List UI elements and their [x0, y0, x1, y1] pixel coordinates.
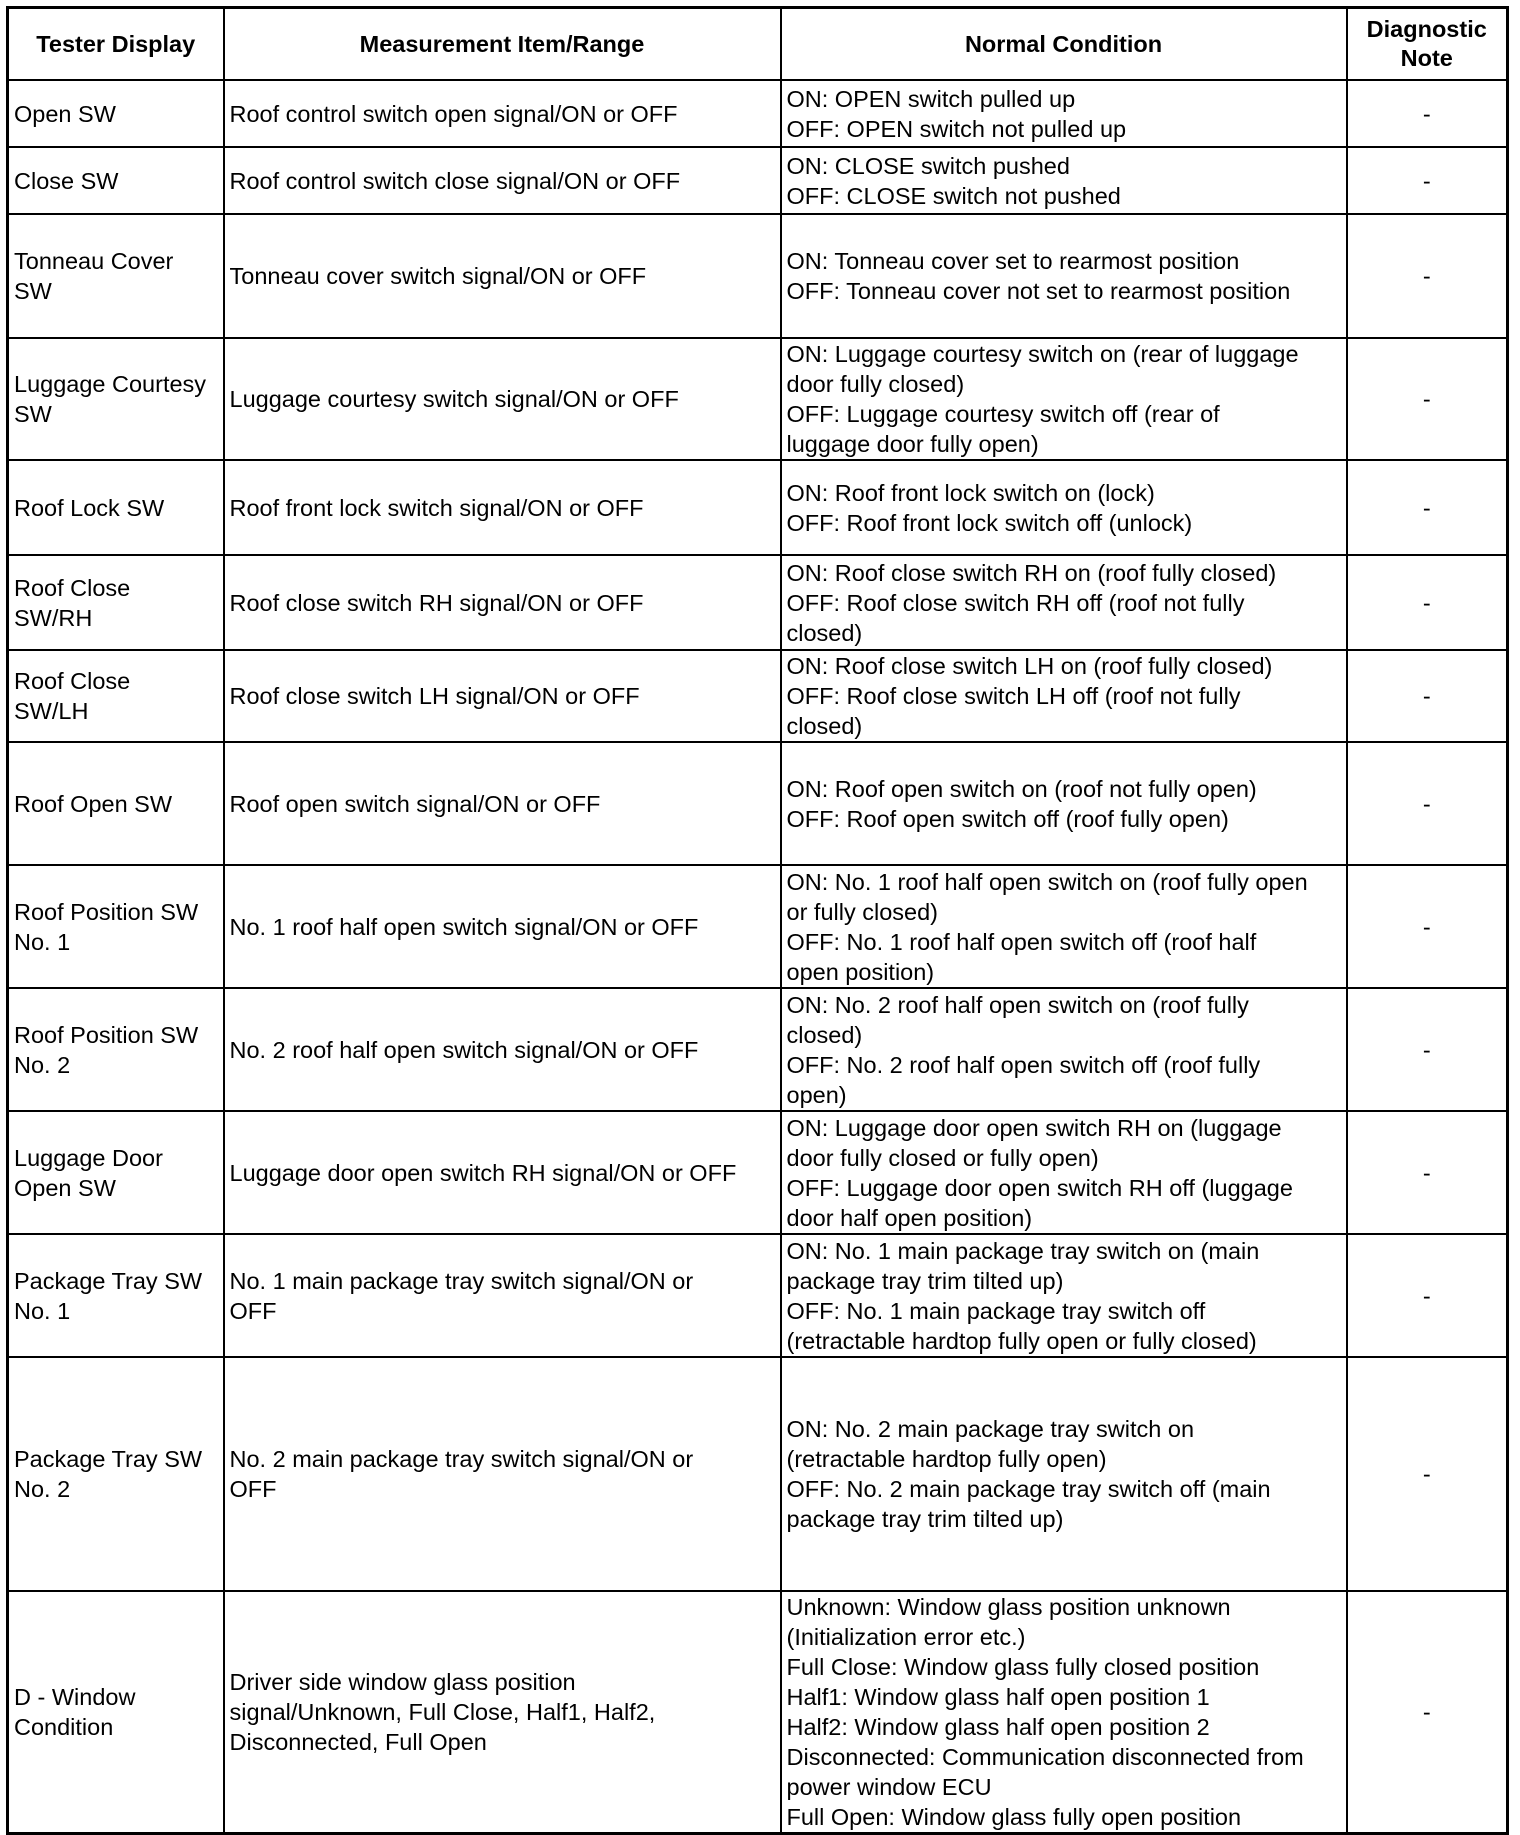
tester-display-cell: Roof Lock SW: [8, 460, 224, 555]
measurement-cell: Roof close switch LH signal/ON or OFF: [224, 650, 781, 742]
measurement-cell: Roof control switch close signal/ON or OFF: [224, 147, 781, 214]
table-body: [8, 80, 1508, 1834]
tester-display-cell: Tonneau Cover SW: [8, 214, 224, 338]
normal-condition-cell: ON: Roof open switch on (roof not fully open) OFF: Roof open switch off (roof fully open): [781, 742, 1347, 865]
normal-condition-cell: ON: Roof close switch LH on (roof fully closed) OFF: Roof close switch LH off (roof not fully closed): [781, 650, 1347, 742]
diagnostic-note-cell: -: [1347, 742, 1508, 865]
data-list-table: [6, 6, 1509, 1835]
table-row: [8, 214, 1508, 338]
table-row: [8, 742, 1508, 865]
table-row: [8, 555, 1508, 650]
normal-condition-cell: ON: Roof front lock switch on (lock) OFF: Roof front lock switch off (unlock): [781, 460, 1347, 555]
diagnostic-note-cell: -: [1347, 460, 1508, 555]
normal-condition-cell: Unknown: Window glass position unknown (Initialization error etc.) Full Close: Window glass fully closed position Half1: Window glass half open position 1 Half2: Window glass half open position 2 Disconnected: Communication disconnected from power window ECU Full Open: Window glass fully open position: [781, 1591, 1347, 1834]
measurement-cell: No. 1 main package tray switch signal/ON or OFF: [224, 1234, 781, 1357]
table-header: [8, 8, 1508, 81]
tester-display-cell: Luggage Door Open SW: [8, 1111, 224, 1234]
table-row: [8, 147, 1508, 214]
measurement-cell: No. 2 main package tray switch signal/ON or OFF: [224, 1357, 781, 1591]
normal-condition-cell: ON: No. 2 roof half open switch on (roof fully closed) OFF: No. 2 roof half open switch off (roof fully open): [781, 988, 1347, 1111]
header-diagnostic-note: Diagnostic Note: [1347, 8, 1508, 81]
tester-display-cell: Package Tray SW No. 2: [8, 1357, 224, 1591]
measurement-cell: Tonneau cover switch signal/ON or OFF: [224, 214, 781, 338]
table-row: [8, 338, 1508, 460]
measurement-cell: Luggage door open switch RH signal/ON or OFF: [224, 1111, 781, 1234]
tester-display-cell: Roof Position SW No. 2: [8, 988, 224, 1111]
normal-condition-cell: ON: Luggage door open switch RH on (luggage door fully closed or fully open) OFF: Luggage door open switch RH off (luggage door half open position): [781, 1111, 1347, 1234]
normal-condition-cell: ON: Roof close switch RH on (roof fully closed) OFF: Roof close switch RH off (roof not fully closed): [781, 555, 1347, 650]
header-tester-display: Tester Display: [8, 8, 224, 81]
measurement-cell: No. 1 roof half open switch signal/ON or OFF: [224, 865, 781, 988]
table-row: [8, 1111, 1508, 1234]
header-measurement: Measurement Item/Range: [224, 8, 781, 81]
measurement-cell: Roof open switch signal/ON or OFF: [224, 742, 781, 865]
measurement-cell: Luggage courtesy switch signal/ON or OFF: [224, 338, 781, 460]
normal-condition-cell: ON: Luggage courtesy switch on (rear of luggage door fully closed) OFF: Luggage courtesy switch off (rear of luggage door fully open): [781, 338, 1347, 460]
tester-display-cell: Package Tray SW No. 1: [8, 1234, 224, 1357]
measurement-cell: Roof control switch open signal/ON or OFF: [224, 80, 781, 147]
diagnostic-note-cell: -: [1347, 1111, 1508, 1234]
measurement-cell: Roof front lock switch signal/ON or OFF: [224, 460, 781, 555]
diagnostic-note-cell: -: [1347, 1591, 1508, 1834]
normal-condition-cell: ON: No. 1 roof half open switch on (roof fully open or fully closed) OFF: No. 1 roof half open switch off (roof half open position): [781, 865, 1347, 988]
tester-display-cell: D - Window Condition: [8, 1591, 224, 1834]
header-row: [8, 8, 1508, 81]
diagnostic-note-cell: -: [1347, 338, 1508, 460]
diagnostic-note-cell: -: [1347, 1357, 1508, 1591]
measurement-cell: Roof close switch RH signal/ON or OFF: [224, 555, 781, 650]
diagnostic-note-cell: -: [1347, 650, 1508, 742]
tester-display-cell: Open SW: [8, 80, 224, 147]
normal-condition-cell: ON: CLOSE switch pushed OFF: CLOSE switch not pushed: [781, 147, 1347, 214]
diagnostic-note-cell: -: [1347, 555, 1508, 650]
tester-display-cell: Luggage Courtesy SW: [8, 338, 224, 460]
table-row: [8, 80, 1508, 147]
diagnostic-note-cell: -: [1347, 80, 1508, 147]
normal-condition-cell: ON: OPEN switch pulled up OFF: OPEN switch not pulled up: [781, 80, 1347, 147]
normal-condition-cell: ON: No. 1 main package tray switch on (main package tray trim tilted up) OFF: No. 1 main package tray switch off (retractable hardtop fully open or fully closed): [781, 1234, 1347, 1357]
table-row: [8, 1357, 1508, 1591]
table-row: [8, 1591, 1508, 1834]
tester-display-cell: Roof Open SW: [8, 742, 224, 865]
table-row: [8, 650, 1508, 742]
tester-display-cell: Roof Close SW/RH: [8, 555, 224, 650]
diagnostic-note-cell: -: [1347, 865, 1508, 988]
diagnostic-note-cell: -: [1347, 147, 1508, 214]
measurement-cell: Driver side window glass position signal/Unknown, Full Close, Half1, Half2, Disconnected, Full Open: [224, 1591, 781, 1834]
diagnostic-note-cell: -: [1347, 988, 1508, 1111]
tester-display-cell: Roof Position SW No. 1: [8, 865, 224, 988]
measurement-cell: No. 2 roof half open switch signal/ON or OFF: [224, 988, 781, 1111]
diagnostic-note-cell: -: [1347, 1234, 1508, 1357]
normal-condition-cell: ON: Tonneau cover set to rearmost position OFF: Tonneau cover not set to rearmost position: [781, 214, 1347, 338]
table-row: [8, 988, 1508, 1111]
tester-display-cell: Close SW: [8, 147, 224, 214]
table-row: [8, 865, 1508, 988]
normal-condition-cell: ON: No. 2 main package tray switch on (retractable hardtop fully open) OFF: No. 2 main package tray switch off (main package tray trim tilted up): [781, 1357, 1347, 1591]
table-row: [8, 460, 1508, 555]
table-row: [8, 1234, 1508, 1357]
diagnostic-note-cell: -: [1347, 214, 1508, 338]
header-normal-condition: Normal Condition: [781, 8, 1347, 81]
tester-display-cell: Roof Close SW/LH: [8, 650, 224, 742]
